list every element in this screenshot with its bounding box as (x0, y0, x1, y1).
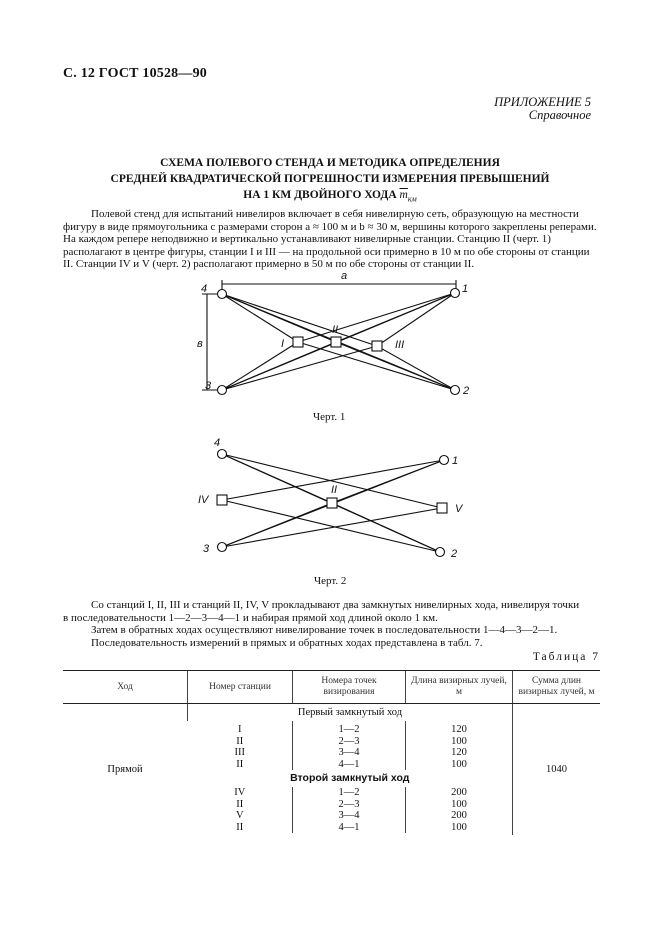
label-station-II: II (332, 324, 339, 336)
intro-line-2: фигуру в виде прямоугольника с размерами сторон a ≈ 100 м и b ≈ 30 м, вершины которого закреплены реперами. (63, 220, 597, 233)
method-line-4: Последовательность измерений в прямых и обратных ходах представлена в табл. 7. (91, 636, 483, 649)
figure-2-diagram (217, 450, 449, 557)
dim-b-label: в (197, 338, 203, 350)
fig2-label-point-3: 3 (203, 543, 210, 555)
col-total: Сумма длин визирных лучей, м (513, 671, 601, 704)
figure-1-caption: Черт. 1 (313, 411, 346, 423)
fig2-label-point-2: 2 (451, 548, 458, 560)
course-cell: Прямой (107, 763, 143, 775)
section-2-title: Второй замкнутый ход (290, 772, 410, 784)
table-row: II 4—1 100 (63, 759, 600, 771)
point-3 (218, 386, 227, 395)
station-II (331, 337, 341, 347)
point-1 (451, 289, 460, 298)
table-row: III 3—4 120 (63, 747, 600, 759)
label-point-2: 2 (463, 385, 470, 397)
method-line-1: Со станций I, II, III и станций II, IV, V прокладывают два замкнутых нивелирных хода, нивелируя точки (91, 599, 580, 611)
station-III (372, 341, 382, 351)
label-point-3: 3 (205, 380, 212, 392)
label-station-III: III (395, 339, 405, 351)
title-line-1: СХЕМА ПОЛЕВОГО СТЕНДА И МЕТОДИКА ОПРЕДЕЛЕНИЯ (160, 157, 500, 169)
point-2 (451, 386, 460, 395)
table-header-row (63, 671, 600, 704)
fig2-station-II (327, 498, 337, 508)
fig2-station-V (437, 503, 447, 513)
intro-line-5: II. Станции IV и V (черт. 2) располагают примерно в 50 м по обе стороны от станции II. (63, 258, 475, 271)
table-row: II 2—3 100 (63, 736, 600, 748)
table-row: V 3—4 200 (63, 810, 600, 822)
dim-a-label: a (341, 270, 348, 282)
section-1-title: Первый замкнутый ход (188, 704, 513, 722)
col-station: Номер станции (188, 671, 293, 704)
figure-2-caption: Черт. 2 (314, 575, 347, 587)
fig2-label-station-V: V (455, 503, 463, 515)
fig2-station-IV (217, 495, 227, 505)
table-row: II 4—1 100 (63, 822, 600, 834)
measurements-table (63, 670, 600, 835)
station-I (293, 337, 303, 347)
col-points: Номера точек визирования (293, 671, 406, 704)
title-line-3: НА 1 КМ ДВОЙНОГО ХОДА $\overline{m}_{км}$ (243, 189, 417, 204)
total-cell: 1040 (513, 704, 601, 836)
fig2-point-3 (218, 543, 227, 552)
label-point-4: 4 (201, 283, 208, 295)
fig2-label-station-IV: IV (198, 494, 209, 506)
fig2-point-2 (436, 548, 445, 557)
col-course: Ход (63, 671, 188, 704)
table-label: Таблица 7 (532, 651, 600, 663)
label-point-1: 1 (462, 283, 469, 295)
table-row: II 2—3 100 (63, 799, 600, 811)
method-paragraph (63, 599, 600, 649)
col-length: Длина визирных лучей, м (406, 671, 513, 704)
table-row: IV 1—2 200 (63, 787, 600, 799)
point-4 (218, 290, 227, 299)
fig2-point-1 (440, 456, 449, 465)
fig2-point-4 (218, 450, 227, 459)
table-row: I 1—2 120 (63, 721, 600, 736)
title-symbol: $\overline{m}_{км}$ (399, 189, 417, 204)
method-line-2: в последовательности 1—2—3—4—1 и набирая прямой ход длиной около 1 км. (63, 611, 438, 624)
method-line-3: Затем в обратных ходах осуществляют нивелирование точек в последовательности 1—4—3—2—1. (91, 624, 558, 637)
intro-line-1: Полевой стенд для испытаний нивелиров включает в себя нивелирную сеть, образующую на местности (91, 208, 579, 220)
label-station-I: I (281, 338, 285, 350)
appendix-type: Справочное (528, 108, 591, 122)
fig2-label-point-1: 1 (452, 455, 459, 467)
title-line-2: СРЕДНЕЙ КВАДРАТИЧЕСКОЙ ПОГРЕШНОСТИ ИЗМЕРЕНИЯ ПРЕВЫШЕНИЙ (110, 173, 550, 185)
fig2-label-point-4: 4 (214, 437, 221, 449)
page-header: С. 12 ГОСТ 10528—90 (63, 66, 207, 81)
intro-line-3: На каждом репере неподвижно и вертикально устанавливают нивелирные станции. Станцию II (черт. 1) (63, 233, 551, 246)
appendix-number: ПРИЛОЖЕНИЕ 5 (494, 95, 591, 109)
intro-line-4: располагают в центре фигуры, станции I и III — на продольной оси примерно в 10 м по обе стороны от станции (63, 245, 590, 258)
fig2-label-station-II: II (331, 484, 338, 496)
